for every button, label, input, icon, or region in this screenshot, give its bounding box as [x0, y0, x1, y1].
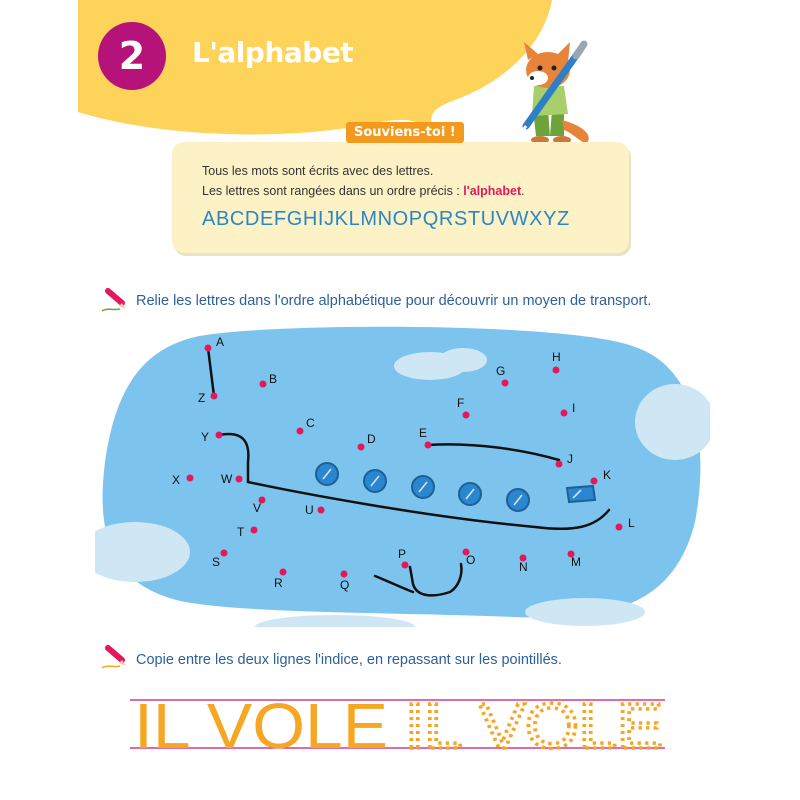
dot-label-x: X — [172, 473, 181, 487]
dot-label-h: H — [552, 350, 561, 364]
dot-b[interactable] — [260, 381, 267, 388]
pencil-icon — [100, 285, 130, 313]
dot-d[interactable] — [358, 444, 365, 451]
reminder-line-1: Tous les mots sont écrits avec des lettres. — [202, 164, 434, 178]
alphabet-sequence: ABCDEFGHIJKLMNOPQRSTUVWXYZ — [202, 208, 570, 230]
reminder-line-2-end: . — [521, 184, 525, 198]
dot-w[interactable] — [236, 476, 243, 483]
dot-label-g: G — [496, 364, 506, 378]
dot-label-v: V — [253, 501, 262, 515]
dot-label-c: C — [306, 416, 315, 430]
exercise-2-instruction: Copie entre les deux lignes l'indice, en repassant sur les pointillés. — [136, 652, 562, 668]
alphabet-highlight: l'alphabet — [463, 184, 522, 198]
dot-t[interactable] — [251, 527, 258, 534]
dot-label-f: F — [457, 396, 465, 410]
dot-l[interactable] — [616, 524, 623, 531]
dot-g[interactable] — [502, 380, 509, 387]
dot-label-p: P — [398, 547, 407, 561]
dot-c[interactable] — [297, 428, 304, 435]
dot-label-u: U — [305, 503, 314, 517]
dot-i[interactable] — [561, 410, 568, 417]
dot-label-k: K — [603, 468, 612, 482]
dot-a[interactable] — [205, 345, 212, 352]
dot-label-z: Z — [198, 391, 206, 405]
dot-label-t: T — [237, 525, 245, 539]
dot-label-d: D — [367, 432, 376, 446]
dot-p[interactable] — [402, 562, 409, 569]
dotted-trace-word[interactable]: IL VOLE — [405, 690, 663, 760]
reminder-box — [172, 142, 629, 253]
dot-label-a: A — [216, 335, 225, 349]
lesson-title: L'alphabet — [192, 36, 354, 69]
dot-label-i: I — [572, 401, 576, 415]
dot-label-n: N — [519, 560, 528, 574]
dot-r[interactable] — [280, 569, 287, 576]
fox-mascot-illustration — [506, 40, 606, 150]
tracing-area — [130, 690, 670, 760]
dot-label-l: L — [628, 516, 635, 530]
dot-label-o: O — [466, 553, 476, 567]
dot-label-b: B — [269, 372, 278, 386]
dot-j[interactable] — [556, 461, 563, 468]
pencil-icon — [100, 642, 130, 670]
dot-label-m: M — [571, 555, 581, 569]
dot-s[interactable] — [221, 550, 228, 557]
dot-q[interactable] — [341, 571, 348, 578]
dot-x[interactable] — [187, 475, 194, 482]
reminder-line-2-text: Les lettres sont rangées dans un ordre précis : — [202, 184, 464, 198]
dot-z[interactable] — [211, 393, 218, 400]
dot-y[interactable] — [216, 432, 223, 439]
reminder-line-2 — [202, 184, 525, 198]
remember-tag: Souviens-toi ! — [346, 122, 464, 143]
dot-f[interactable] — [463, 412, 470, 419]
lesson-number-badge: 2 — [98, 22, 166, 90]
dot-u[interactable] — [318, 507, 325, 514]
dot-label-y: Y — [201, 430, 210, 444]
dot-label-s: S — [212, 555, 221, 569]
exercise-1-instruction: Relie les lettres dans l'ordre alphabétique pour découvrir un moyen de transport. — [136, 293, 652, 309]
dot-e[interactable] — [425, 442, 432, 449]
dot-k[interactable] — [591, 478, 598, 485]
dot-label-w: W — [221, 472, 233, 486]
model-word: IL VOLE — [134, 690, 388, 760]
dot-label-j: J — [567, 452, 573, 466]
dot-label-e: E — [419, 426, 428, 440]
dot-to-dot-puzzle — [95, 322, 710, 627]
dot-label-q: Q — [340, 578, 350, 592]
dot-h[interactable] — [553, 367, 560, 374]
dot-label-r: R — [274, 576, 283, 590]
